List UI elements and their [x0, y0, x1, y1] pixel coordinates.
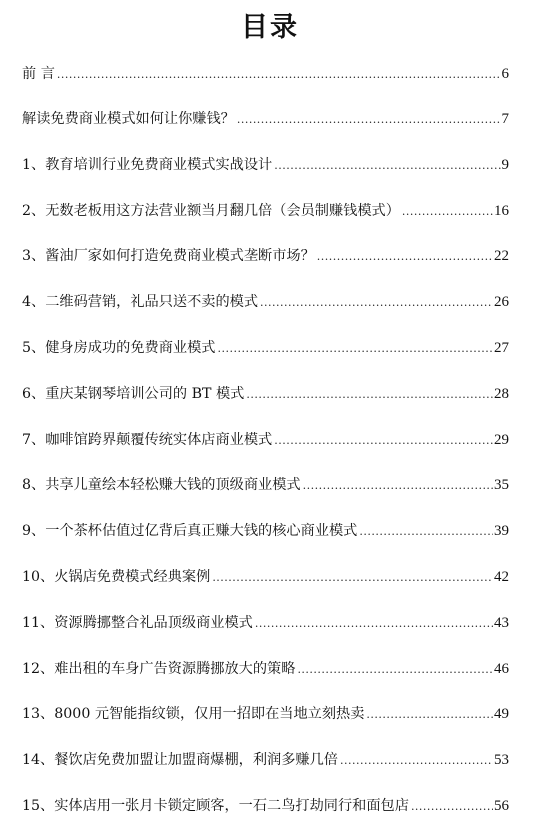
toc-entry[interactable] [22, 467, 509, 513]
toc-leader-dots [411, 789, 493, 825]
toc-entry-page: 6 [501, 66, 509, 82]
toc-entry[interactable] [22, 376, 509, 422]
toc-entry-page: 53 [494, 752, 509, 769]
toc-entry-label: 14、餐饮店免费加盟让加盟商爆棚，利润多赚几倍 [22, 752, 338, 769]
toc-entry[interactable] [22, 788, 509, 834]
toc-entry[interactable] [22, 56, 509, 101]
toc-entry-page: 28 [494, 385, 509, 402]
toc-entry-label: 7、咖啡馆跨界颠覆传统实体店商业模式 [22, 431, 273, 448]
toc-entry[interactable] [22, 147, 509, 193]
toc-entry-page: 27 [494, 339, 509, 356]
toc-entry[interactable] [22, 605, 509, 651]
toc-entry[interactable] [22, 193, 509, 239]
toc-leader-dots [217, 331, 493, 367]
toc-entry[interactable] [22, 101, 509, 147]
toc-entry-label: 10、火锅店免费模式经典案例 [22, 568, 211, 585]
toc-entry[interactable] [22, 330, 509, 376]
toc-leader-dots [260, 285, 493, 321]
toc-entry[interactable] [22, 651, 509, 697]
toc-entry-label: 15、实体店用一张月卡锁定顾客，一石二鸟打劫同行和面包店 [22, 797, 409, 814]
toc-leader-dots [246, 377, 493, 413]
toc-entry-label: 13、8000 元智能指纹锁，仅用一招即在当地立刻热卖 [22, 706, 365, 723]
toc-leader-dots [255, 606, 493, 642]
toc-entry[interactable] [22, 513, 509, 559]
toc-entry-page: 39 [494, 523, 509, 540]
toc-entry-page: 9 [501, 156, 509, 173]
toc-leader-dots [212, 560, 493, 596]
toc-entry[interactable] [22, 559, 509, 605]
toc-leader-dots [57, 57, 501, 93]
toc-entry[interactable] [22, 742, 509, 788]
toc-entry-label: 前 言 [22, 66, 55, 82]
toc-entry-label: 1、教育培训行业免费商业模式实战设计 [22, 156, 273, 173]
toc-leader-dots [402, 194, 493, 230]
toc-entry-page: 56 [494, 797, 509, 814]
toc-leader-dots [237, 102, 501, 138]
toc-entry-page: 49 [494, 706, 509, 723]
toc-entry-page: 43 [494, 614, 509, 631]
toc-entry-label: 6、重庆某钢琴培训公司的 BT 模式 [22, 385, 245, 402]
toc-entry[interactable] [22, 696, 509, 742]
toc-entry-page: 35 [494, 477, 509, 494]
toc-entry-page: 29 [494, 431, 509, 448]
toc-entry[interactable] [22, 238, 509, 284]
toc-entry-label: 5、健身房成功的免费商业模式 [22, 339, 216, 356]
toc-leader-dots [274, 148, 500, 184]
toc-entry-label: 解读免费商业模式如何让你赚钱？ [22, 111, 235, 127]
toc-entry-page: 26 [494, 294, 509, 311]
toc-entry-page: 7 [501, 111, 509, 127]
toc-leader-dots [317, 239, 493, 275]
toc-entry-page: 16 [494, 202, 509, 219]
toc-entry[interactable] [22, 422, 509, 468]
toc-list [22, 56, 509, 834]
toc-leader-dots [366, 697, 493, 733]
toc-entry-label: 12、难出租的车身广告资源腾挪放大的策略 [22, 660, 296, 677]
toc-entry-label: 4、二维码营销，礼品只送不卖的模式 [22, 294, 259, 311]
toc-leader-dots [340, 743, 493, 779]
toc-leader-dots [274, 423, 493, 459]
toc-entry-page: 46 [494, 660, 509, 677]
toc-entry-label: 8、共享儿童绘本轻松赚大钱的顶级商业模式 [22, 477, 301, 494]
toc-entry-label: 11、资源腾挪整合礼品顶级商业模式 [22, 614, 253, 631]
toc-entry[interactable] [22, 284, 509, 330]
toc-entry-label: 2、无数老板用这方法营业额当月翻几倍（会员制赚钱模式） [22, 202, 400, 219]
toc-entry-page: 42 [494, 568, 509, 585]
toc-leader-dots [297, 652, 493, 688]
toc-entry-page: 22 [494, 248, 509, 265]
toc-entry-label: 3、酱油厂家如何打造免费商业模式垄断市场？ [22, 248, 315, 265]
toc-leader-dots [359, 514, 493, 550]
toc-leader-dots [303, 468, 493, 504]
toc-entry-label: 9、一个茶杯估值过亿背后真正赚大钱的核心商业模式 [22, 523, 358, 540]
page-title: 目录 [241, 12, 299, 43]
